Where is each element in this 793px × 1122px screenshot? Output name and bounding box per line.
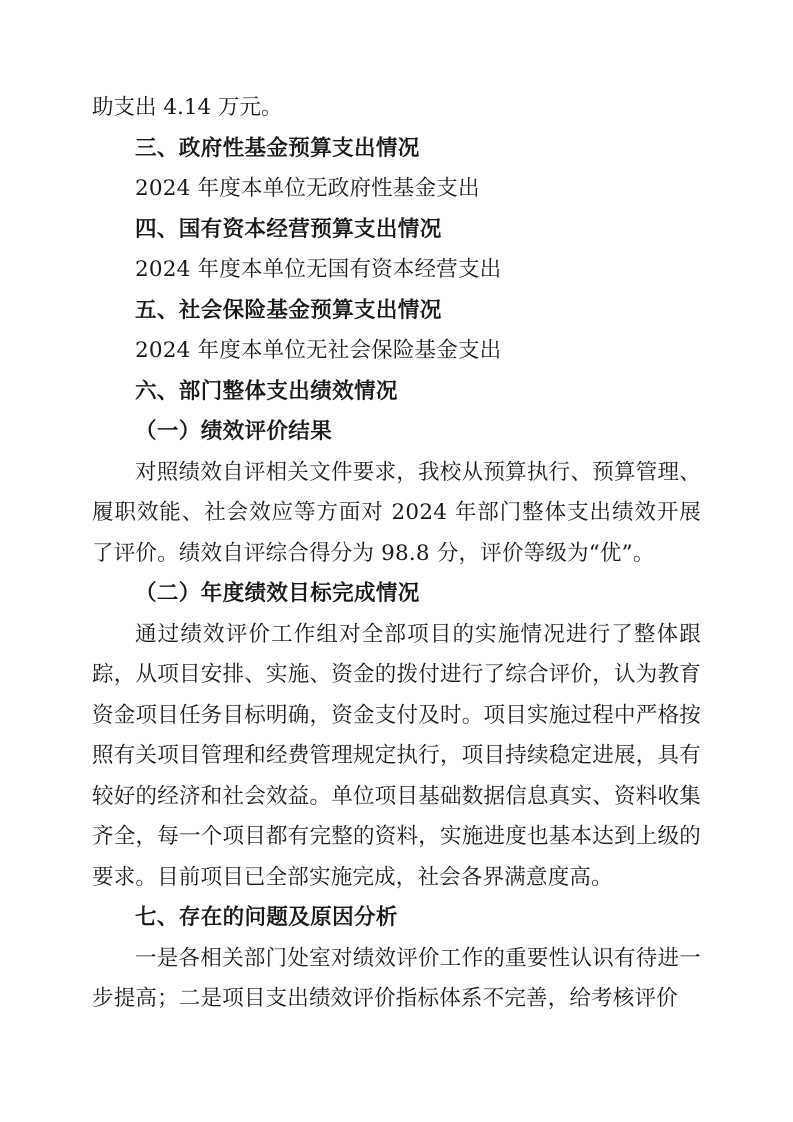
section-heading: 七、存在的问题及原因分析: [135, 905, 398, 930]
paragraph: 通过绩效评价工作组对全部项目的实施情况进行了整体跟踪，从项目安排、实施、资金的拨付进行了综合评价，认为教育资金项目任务目标明确，资金支付及时。项目实施过程中严格按照有关项目管理和经费管理规定执行，项目持续稳定进展，具有较好的经济和社会效益。单位项目基础数据信息真实、资料收集齐全，每一个项目都有完整的资料，实施进度也基本达到上级的要求。目前项目已全部实施完成，社会各界满意度高。: [92, 621, 701, 890]
section-heading: 三、政府性基金预算支出情况: [135, 135, 420, 161]
paragraph-continued: 助支出 4.14 万元。: [92, 95, 283, 120]
paragraph: 2024 年度本单位无社会保险基金支出: [135, 338, 502, 363]
section-heading: 六、部门整体支出绩效情况: [135, 378, 398, 404]
section-heading: 五、社会保险基金预算支出情况: [135, 297, 442, 323]
paragraph: 一是各相关部门处室对绩效评价工作的重要性认识有待进一步提高；二是项目支出绩效评价指标体系不完善，给考核评价: [92, 945, 701, 1011]
section-subheading: （一）绩效评价结果: [135, 419, 333, 444]
document-body: [92, 88, 701, 1020]
paragraph: 2024 年度本单位无国有资本经营支出: [135, 257, 502, 282]
section-subheading: （二）年度绩效目标完成情况: [135, 581, 420, 606]
paragraph: 2024 年度本单位无政府性基金支出: [135, 176, 480, 201]
section-heading: 四、国有资本经营预算支出情况: [135, 216, 442, 242]
paragraph: 对照绩效自评相关文件要求，我校从预算执行、预算管理、履职效能、社会效应等方面对 2024 年部门整体支出绩效开展了评价。绩效自评综合得分为 98.8 分，评价等级为“优”。: [92, 459, 701, 566]
